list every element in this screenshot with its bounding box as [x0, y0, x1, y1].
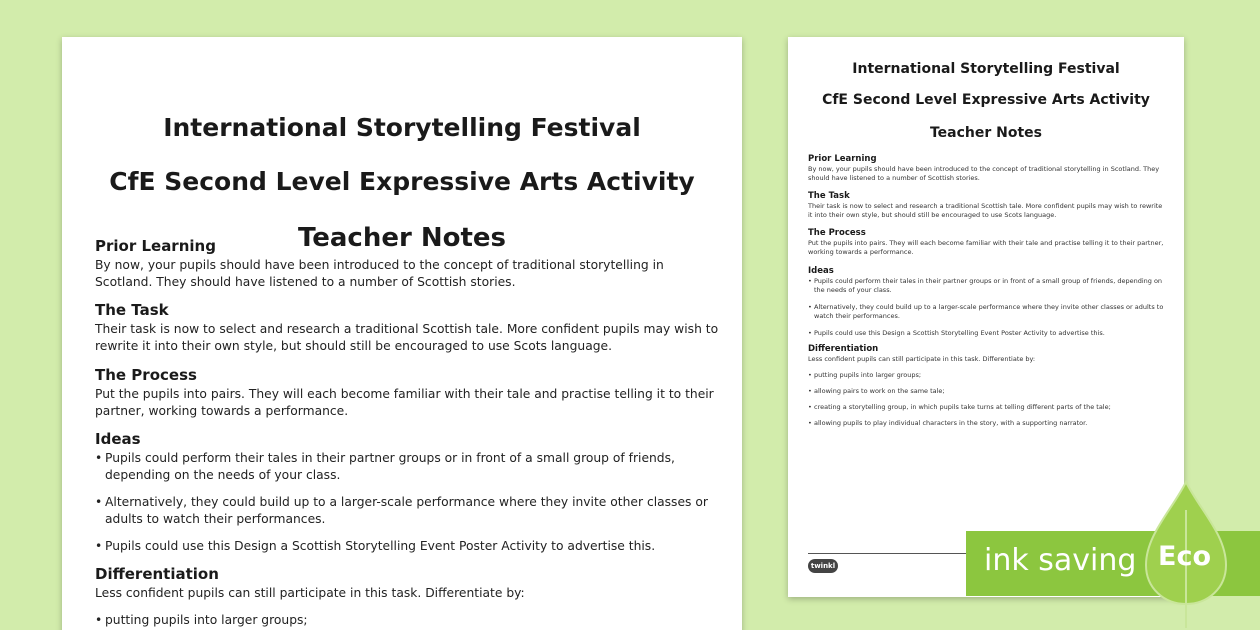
small-differentiation-list-item: • allowing pupils to play individual characters in the story, with a supporting narrator.: [808, 419, 1168, 428]
small-title-line3: Teacher Notes: [929, 125, 1043, 141]
small-title-line2: CfE Second Level Expressive Arts Activity: [822, 92, 1150, 108]
small-differentiation-list-item: • putting pupils into larger groups;: [808, 371, 1168, 380]
small-ideas-list-item: • Alternatively, they could build up to a larger-scale performance where they invite other classes or adults to watch their performances.: [808, 303, 1168, 321]
small-ideas-list-item: • Pupils could perform their tales in their partner groups or in front of a small group of friends, depending on the needs of your class.: [808, 277, 1168, 295]
page-title-line1: International Storytelling Festival: [163, 113, 641, 142]
ideas-list-item: • Pupils could perform their tales in their partner groups or in front of a small group of friends, depending on the needs of your class.: [95, 450, 720, 484]
prior-learning-text: By now, your pupils should have been introduced to the concept of traditional storytelling in Scotland. They should have listened to a number of Scottish stories.: [95, 258, 664, 289]
task-heading: The Task: [95, 301, 169, 319]
eco-label: Eco: [1158, 541, 1211, 572]
twinkl-logo: twinkl: [808, 559, 838, 573]
ideas-heading: Ideas: [95, 430, 141, 448]
small-differentiation-list-item: • creating a storytelling group, in which pupils take turns at telling different parts of the tale;: [808, 403, 1168, 412]
prior-learning-heading: Prior Learning: [95, 237, 216, 255]
small-prior-learning-heading: Prior Learning: [808, 154, 877, 164]
page-title-line3: Teacher Notes: [297, 223, 507, 253]
small-title-line1: International Storytelling Festival: [852, 61, 1120, 77]
small-prior-learning-text: By now, your pupils should have been introduced to the concept of traditional storytelling in Scotland. They should have listened to a number of Scottish stories.: [808, 165, 1160, 182]
ink-saving-label: ink saving: [984, 543, 1137, 578]
differentiation-list-item: • putting pupils into larger groups;: [95, 612, 720, 629]
page-title-line2: CfE Second Level Expressive Arts Activity: [109, 167, 695, 196]
small-process-text: Put the pupils into pairs. They will each become familiar with their tale and practise telling it to their partner, working towards a performance.: [808, 239, 1164, 256]
document-page-large: [62, 37, 742, 630]
task-text: Their task is now to select and research a traditional Scottish tale. More confident pupils may wish to rewrite it into their own style, but should still be encouraged to use Scots language.: [95, 322, 719, 353]
ideas-list-item: • Pupils could use this Design a Scottish Storytelling Event Poster Activity to advertise this.: [95, 538, 720, 555]
document-page-small: [788, 37, 1184, 597]
small-task-heading: The Task: [808, 191, 850, 201]
ideas-list-item: • Alternatively, they could build up to a larger-scale performance where they invite other classes or adults to watch their performances.: [95, 494, 720, 528]
small-task-text: Their task is now to select and research a traditional Scottish tale. More confident pupils may wish to rewrite it into their own style, but should still be encouraged to use Scots language.: [808, 202, 1163, 219]
process-heading: The Process: [95, 366, 197, 384]
small-ideas-heading: Ideas: [808, 266, 834, 276]
small-differentiation-text: Less confident pupils can still participate in this task. Differentiate by:: [808, 355, 1036, 363]
process-text: Put the pupils into pairs. They will each become familiar with their tale and practise telling it to their partner, working towards a performance.: [95, 387, 714, 418]
small-differentiation-heading: Differentiation: [808, 344, 879, 354]
small-differentiation-list-item: • allowing pairs to work on the same tale;: [808, 387, 1168, 396]
differentiation-heading: Differentiation: [95, 565, 219, 583]
small-ideas-list-item: • Pupils could use this Design a Scottish Storytelling Event Poster Activity to advertise this.: [808, 329, 1168, 338]
small-process-heading: The Process: [808, 228, 866, 238]
differentiation-text: Less confident pupils can still participate in this task. Differentiate by:: [95, 586, 525, 600]
